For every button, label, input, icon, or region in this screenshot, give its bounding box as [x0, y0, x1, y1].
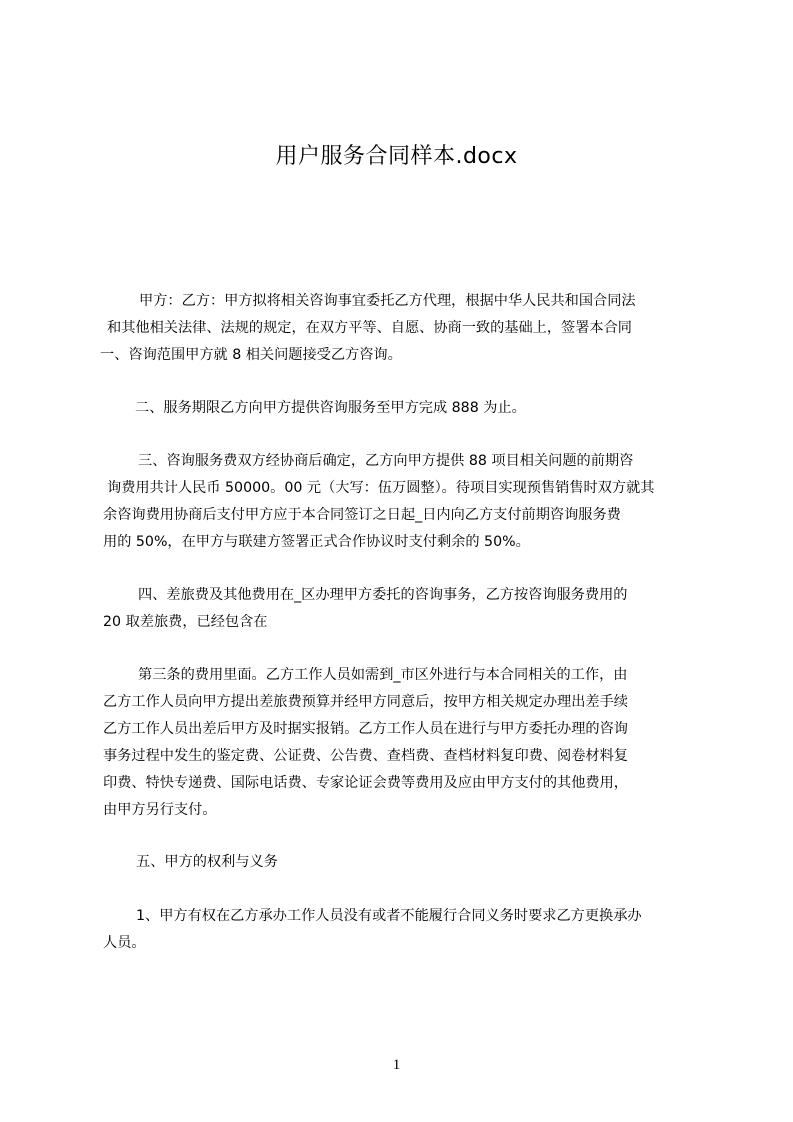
- paragraph-line: 三、咨询服务费双方经协商后确定，乙方向甲方提供 88 项目相关问题的前期咨: [138, 453, 634, 469]
- paragraph-line: 乙方工作人员出差后甲方及时据实报销。乙方工作人员在进行与甲方委托办理的咨询: [103, 721, 628, 737]
- paragraph-line: 20 取差旅费，已经包含在: [103, 614, 268, 630]
- paragraph-line: 询费用共计人民币 50000。00 元（大写：伍万圆整）。待项目实现预售销售时双方就其: [107, 480, 655, 496]
- paragraph-line: 乙方工作人员向甲方提出差旅费预算并经甲方同意后，按甲方相关规定办理出差手续: [103, 694, 628, 710]
- document-title: 用户服务合同样本.docx: [275, 144, 518, 169]
- paragraph-line: 第三条的费用里面。乙方工作人员如需到_市区外进行与本合同相关的工作，由: [138, 667, 628, 683]
- paragraph-line: 人员。: [103, 935, 146, 951]
- paragraph-line: 印费、特快专递费、国际电话费、专家论证会费等费用及应由甲方支付的其他费用，: [103, 775, 628, 791]
- section-heading: 五、甲方的权利与义务: [136, 854, 278, 870]
- paragraph-line: 甲方：乙方：甲方拟将相关咨询事宜委托乙方代理，根据中华人民共和国合同法: [139, 293, 636, 309]
- paragraph-line: 四、差旅费及其他费用在_区办理甲方委托的咨询事务，乙方按咨询服务费用的: [138, 587, 628, 603]
- paragraph-line: 由甲方另行支付。: [103, 802, 217, 818]
- paragraph-line: 一、咨询范围甲方就 8 相关问题接受乙方咨询。: [100, 347, 402, 363]
- paragraph-line: 余咨询费用协商后支付甲方应于本合同签订之日起_日内向乙方支付前期咨询服务费: [103, 507, 621, 523]
- paragraph-line: 1、甲方有权在乙方承办工作人员没有或者不能履行合同义务时要求乙方更换承办: [136, 908, 642, 924]
- paragraph-line: 和其他相关法律、法规的规定，在双方平等、自愿、协商一致的基础上，签署本合同: [107, 320, 632, 336]
- page-number: 1: [392, 1057, 401, 1073]
- paragraph-line: 二、服务期限乙方向甲方提供咨询服务至甲方完成 888 为止。: [135, 400, 526, 416]
- paragraph-line: 用的 50%，在甲方与联建方签署正式合作协议时支付剩余的 50%。: [103, 534, 530, 550]
- paragraph-line: 事务过程中发生的鉴定费、公证费、公告费、查档费、查档材料复印费、阅卷材料复: [103, 748, 628, 764]
